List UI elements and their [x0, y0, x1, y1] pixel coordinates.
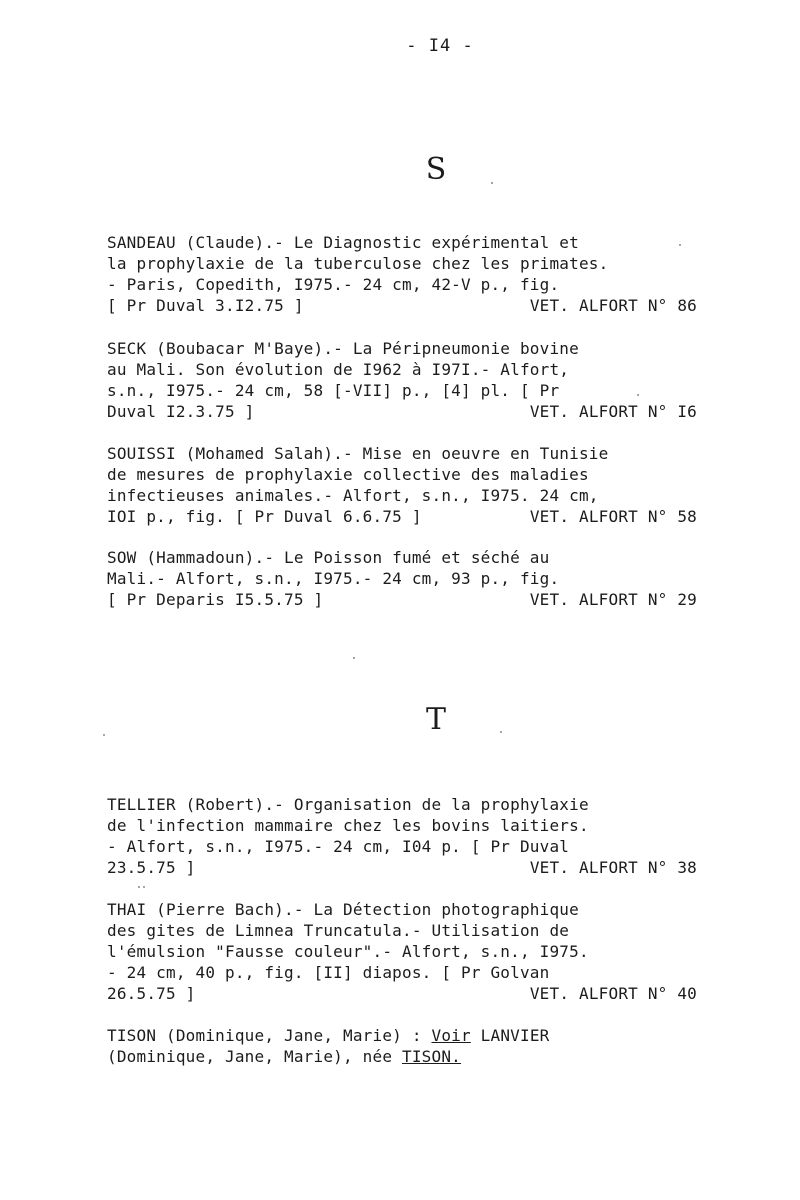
bibliography-entry-tellier — [107, 794, 697, 878]
bibliography-entry-seck — [107, 338, 697, 422]
bibliography-entry-souissi — [107, 443, 697, 527]
bibliography-entry-sow — [107, 547, 697, 610]
entry-line: de l'infection mammaire chez les bovins laitiers. — [107, 816, 589, 835]
cross-reference-heading: TISON (Dominique, Jane, Marie) : — [107, 1026, 432, 1045]
library-reference: VET. ALFORT N° 29 — [529, 590, 697, 609]
entry-line: Mali.- Alfort, s.n., I975.- 24 cm, 93 p., fig. — [107, 569, 560, 588]
entry-last-line — [107, 295, 697, 316]
library-reference: VET. ALFORT N° 86 — [529, 296, 697, 315]
entry-line: TELLIER (Robert).- Organisation de la prophylaxie — [107, 795, 589, 814]
scan-speck — [143, 886, 145, 888]
cross-reference-maiden-name: TISON. — [401, 1047, 461, 1066]
scan-speck — [103, 734, 105, 736]
bibliography-entry-sandeau — [107, 232, 697, 316]
cross-reference-line — [107, 1025, 697, 1046]
voir-link: Voir — [431, 1026, 471, 1045]
entry-line: - Paris, Copedith, I975.- 24 cm, 42-V p., fig. — [107, 275, 560, 294]
entry-line: de mesures de prophylaxie collective des maladies — [107, 465, 589, 484]
entry-reviewer: [ Pr Deparis I5.5.75 ] — [107, 590, 324, 609]
entry-reviewer: IOI p., fig. [ Pr Duval 6.6.75 ] — [107, 507, 422, 526]
library-reference: VET. ALFORT N° I6 — [529, 402, 697, 421]
section-heading-t: T — [425, 702, 446, 737]
scan-speck — [637, 394, 639, 396]
scan-speck — [491, 182, 493, 184]
cross-reference-target: LANVIER — [470, 1026, 550, 1045]
page-number: - I4 - — [406, 36, 474, 56]
entry-last-line — [107, 983, 697, 1004]
entry-line: s.n., I975.- 24 cm, 58 [-VII] p., [4] pl. [ Pr — [107, 381, 560, 400]
entry-line: au Mali. Son évolution de I962 à I97I.- Alfort, — [107, 360, 570, 379]
entry-line: SOUISSI (Mohamed Salah).- Mise en oeuvre en Tunisie — [107, 444, 609, 463]
cross-reference-target-names: (Dominique, Jane, Marie), née — [107, 1047, 402, 1066]
entry-line: des gites de Limnea Truncatula.- Utilisation de — [107, 921, 570, 940]
entry-last-line — [107, 506, 697, 527]
scan-speck — [353, 657, 355, 659]
scan-speck — [679, 244, 681, 246]
entry-reviewer: 26.5.75 ] — [107, 984, 196, 1003]
entry-line: THAI (Pierre Bach).- La Détection photographique — [107, 900, 579, 919]
entry-last-line — [107, 589, 697, 610]
entry-reviewer: Duval I2.3.75 ] — [107, 402, 255, 421]
cross-reference-tison — [107, 1025, 697, 1067]
library-reference: VET. ALFORT N° 38 — [529, 858, 697, 877]
entry-line: l'émulsion "Fausse couleur".- Alfort, s.n., I975. — [107, 942, 589, 961]
library-reference: VET. ALFORT N° 40 — [529, 984, 697, 1003]
entry-last-line — [107, 401, 697, 422]
library-reference: VET. ALFORT N° 58 — [529, 507, 697, 526]
entry-line: - Alfort, s.n., I975.- 24 cm, I04 p. [ Pr Duval — [107, 837, 570, 856]
entry-line: SECK (Boubacar M'Baye).- La Péripneumonie bovine — [107, 339, 579, 358]
entry-line: SOW (Hammadoun).- Le Poisson fumé et séché au — [107, 548, 550, 567]
entry-reviewer: 23.5.75 ] — [107, 858, 196, 877]
scan-speck — [138, 886, 140, 888]
entry-reviewer: [ Pr Duval 3.I2.75 ] — [107, 296, 304, 315]
scan-speck — [500, 731, 502, 733]
bibliography-entry-thai — [107, 899, 697, 1004]
cross-reference-line — [107, 1046, 697, 1067]
entry-last-line — [107, 857, 697, 878]
entry-line: infectieuses animales.- Alfort, s.n., I975. 24 cm, — [107, 486, 599, 505]
section-heading-s: S — [425, 152, 447, 187]
entry-line: - 24 cm, 40 p., fig. [II] diapos. [ Pr Golvan — [107, 963, 550, 982]
entry-line: SANDEAU (Claude).- Le Diagnostic expérimental et — [107, 233, 579, 252]
entry-line: la prophylaxie de la tuberculose chez les primates. — [107, 254, 609, 273]
